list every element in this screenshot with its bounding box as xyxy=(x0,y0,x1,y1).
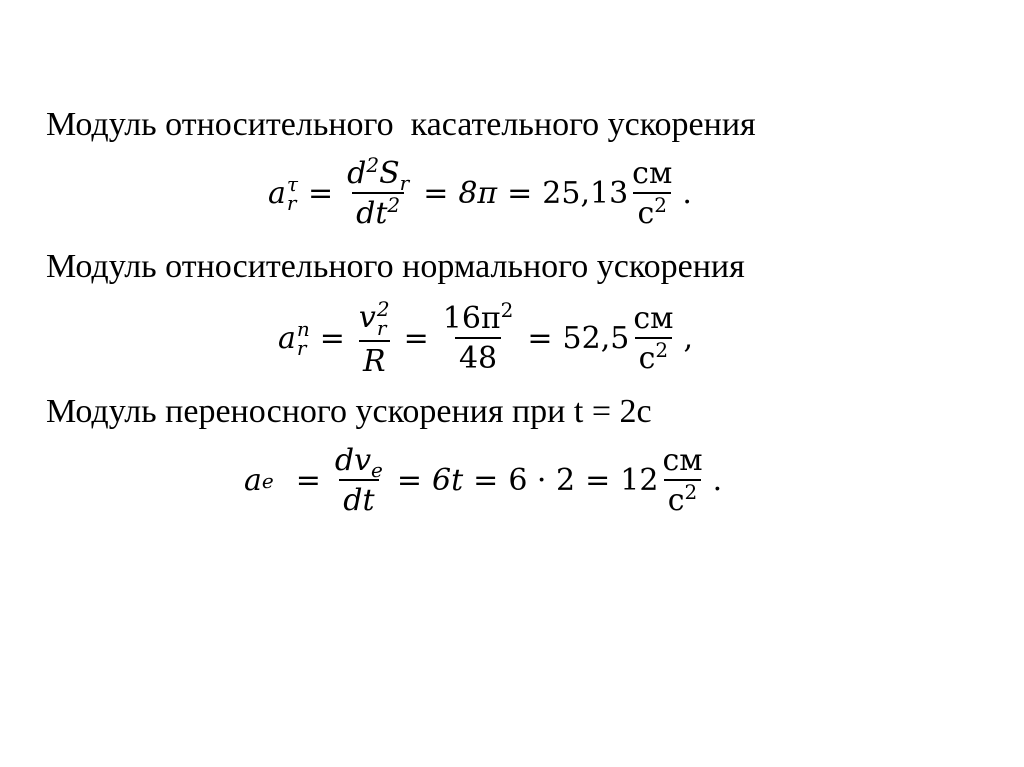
eq3-intermediate-1: 6t xyxy=(432,463,464,498)
eq1-lhs-superscript: τ xyxy=(286,171,298,196)
eq2-lhs-subscript: r xyxy=(296,335,307,360)
eq2-value: 52,5 xyxy=(562,321,630,357)
eq2-num-indices xyxy=(376,297,390,340)
eq1-lhs-subscript: r xyxy=(286,190,297,215)
eq1-unit-den-exponent: 2 xyxy=(654,192,668,217)
eq1-lhs-symbol: a xyxy=(268,176,286,211)
equals-sign: = xyxy=(403,321,429,357)
eq2-unit-denominator xyxy=(635,337,673,375)
eq3-punctuation: . xyxy=(712,463,723,498)
eq1-fraction-denominator xyxy=(352,192,404,230)
eq1-den-dt: dt xyxy=(356,195,388,231)
eq2-numeric-fraction xyxy=(439,298,518,376)
eq3-unit-denominator xyxy=(664,479,702,517)
eq2-num-subscript: r xyxy=(376,316,387,340)
eq3-fraction-numerator xyxy=(331,443,387,482)
eq1-unit-numerator: см xyxy=(632,156,673,191)
eq1-num-exponent: 2 xyxy=(366,153,380,177)
eq1-intermediate: 8π xyxy=(458,176,498,211)
eq2-num-superscript: 2 xyxy=(376,297,390,321)
equals-sign: = xyxy=(295,463,321,498)
eq3-unit-numerator: см xyxy=(662,443,703,478)
eq2-num-v: v xyxy=(358,300,376,335)
transport-acceleration-equation: a e = $\frac{dv_e}{dt}$ = 6t = 6 · 2 = 12 $\frac{см}{с^2}$ . xyxy=(244,443,723,518)
eq3-derivative-fraction xyxy=(331,445,387,516)
eq3-unit-den-base: с xyxy=(667,482,685,518)
eq2-fraction1-denominator: R xyxy=(359,340,390,378)
equals-sign: = xyxy=(307,176,334,211)
eq2-unit-numerator: см xyxy=(633,301,674,337)
eq2-fraction1-numerator xyxy=(355,297,394,340)
eq3-unit-den-exponent: 2 xyxy=(684,479,698,504)
eq1-unit-den-base: с xyxy=(637,195,655,231)
eq1-den-exponent: 2 xyxy=(387,192,401,217)
eq1-num-d: d xyxy=(347,156,367,191)
eq2-punctuation: , xyxy=(683,321,693,357)
equals-sign: = xyxy=(585,463,611,498)
eq2-unit-den-exponent: 2 xyxy=(655,337,669,362)
eq2-fraction2-denominator: 48 xyxy=(455,337,501,375)
eq1-num-s: S xyxy=(379,156,400,191)
eq2-velocity-fraction xyxy=(355,297,394,379)
eq2-fraction2-numerator xyxy=(439,298,518,337)
eq1-punctuation: . xyxy=(682,176,692,211)
eq2-lhs-superscript: n xyxy=(296,316,310,341)
eq1-derivative-fraction xyxy=(343,153,413,231)
eq1-unit-fraction xyxy=(628,158,676,229)
eq3-value: 12 xyxy=(620,463,659,498)
normal-acceleration-equation xyxy=(278,297,693,379)
eq2-lhs-symbol: a xyxy=(278,321,296,357)
eq3-fraction-denominator: dt xyxy=(339,479,378,517)
tangential-acceleration-equation xyxy=(268,153,692,231)
equals-sign: = xyxy=(507,176,533,211)
eq3-intermediate-2: 6 · 2 xyxy=(508,463,576,498)
transport-acceleration-heading: Модуль переносного ускорения при t = 2с xyxy=(46,393,652,430)
eq2-unit-den-base: с xyxy=(638,340,656,376)
eq1-value: 25,13 xyxy=(542,176,629,211)
normal-acceleration-heading: Модуль относительного нормального ускорения xyxy=(46,248,745,285)
eq2-unit-fraction xyxy=(629,303,677,374)
eq3-num-subscript: e xyxy=(371,458,383,482)
tangential-acceleration-heading: Модуль относительного касательного ускорения xyxy=(46,106,756,143)
eq3-unit-fraction xyxy=(658,445,706,516)
equals-sign: = xyxy=(473,463,499,498)
equals-sign: = xyxy=(423,176,449,211)
eq1-num-subscript: r xyxy=(399,171,410,195)
equals-sign: = xyxy=(527,321,553,357)
eq3-lhs-symbol: a xyxy=(244,463,262,498)
eq1-lhs-indices xyxy=(286,171,298,215)
eq2-num2-exponent: 2 xyxy=(500,298,514,323)
eq2-lhs-indices xyxy=(296,316,310,360)
equals-sign: = xyxy=(396,463,423,498)
equals-sign: = xyxy=(319,321,345,357)
eq3-num-dv: dv xyxy=(334,443,372,478)
eq1-fraction-numerator xyxy=(343,153,413,195)
eq1-unit-denominator xyxy=(633,192,671,230)
eq2-num2-base: 16π xyxy=(442,301,501,337)
